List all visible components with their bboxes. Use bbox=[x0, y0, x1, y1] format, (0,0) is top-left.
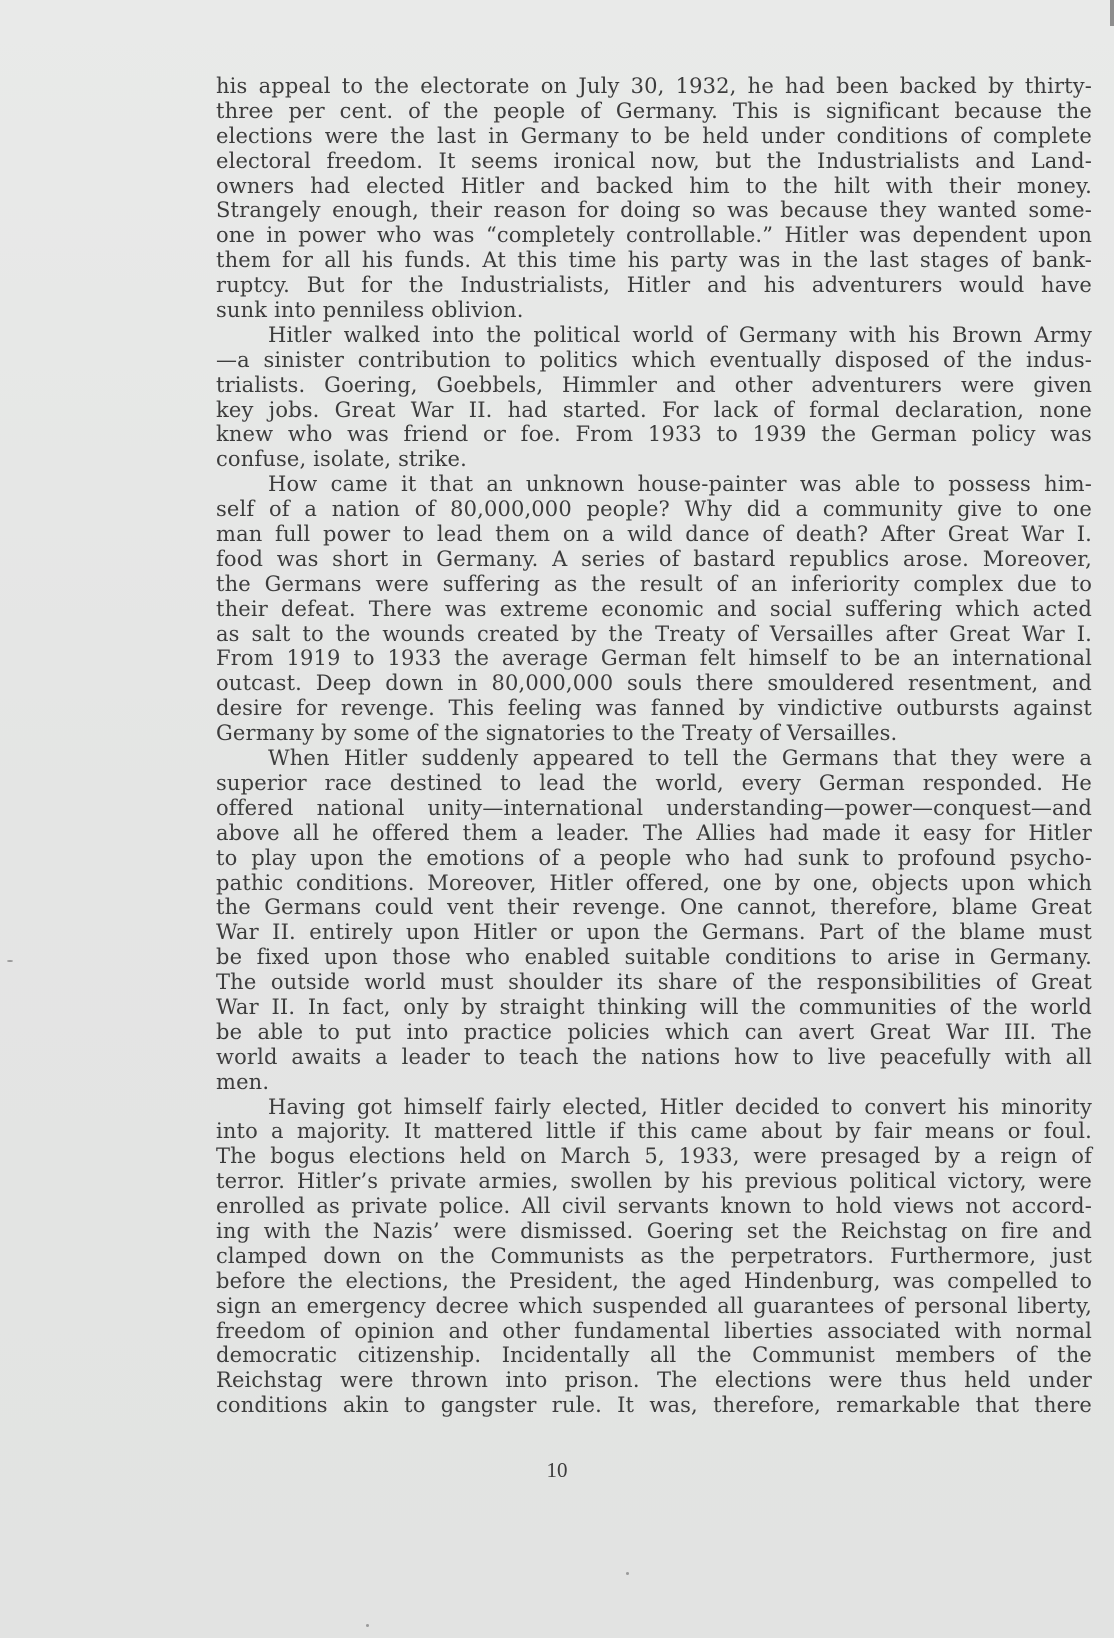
text-line: War II. In fact, only by straight thinking will the communities of the world bbox=[216, 994, 1092, 1019]
text-line: ruptcy. But for the Industrialists, Hitler and his adventurers would have bbox=[216, 273, 1092, 298]
text-line: three per cent. of the people of Germany. This is significant because the bbox=[216, 98, 1092, 123]
text-line: food was short in Germany. A series of bastard republics arose. Moreover, bbox=[216, 546, 1092, 571]
text-line: How came it that an unknown house-painter was able to possess him- bbox=[268, 472, 1092, 497]
text-line: superior race destined to lead the world, every German responded. He bbox=[216, 770, 1092, 795]
text-line: conditions akin to gangster rule. It was, therefore, remarkable that there bbox=[216, 1393, 1092, 1418]
paper-speck bbox=[366, 1624, 369, 1627]
text-line: outcast. Deep down in 80,000,000 souls there smouldered resentment, and bbox=[216, 671, 1092, 696]
text-line: the Germans were suffering as the result of an inferiority complex due to bbox=[216, 571, 1092, 596]
page-edge-mark bbox=[1110, 0, 1114, 26]
text-line: owners had elected Hitler and backed him to the hilt with their money. bbox=[216, 173, 1092, 198]
text-line: be able to put into practice policies which can avert Great War III. The bbox=[216, 1019, 1092, 1044]
text-line: freedom of opinion and other fundamental liberties associated with normal bbox=[216, 1318, 1092, 1343]
text-line: to play upon the emotions of a people who had sunk to profound psycho- bbox=[216, 845, 1092, 870]
text-line: Hitler walked into the political world of Germany with his Brown Army bbox=[268, 322, 1092, 347]
text-line: elections were the last in Germany to be held under conditions of complete bbox=[216, 123, 1092, 148]
text-line: desire for revenge. This feeling was fanned by vindictive outbursts against bbox=[216, 696, 1092, 721]
text-line: From 1919 to 1933 the average German felt himself to be an international bbox=[216, 646, 1092, 671]
text-line: them for all his funds. At this time his party was in the last stages of bank- bbox=[216, 248, 1092, 273]
text-line: —a sinister contribution to politics which eventually disposed of the indus- bbox=[216, 347, 1092, 372]
text-line: terror. Hitler’s private armies, swollen by his previous political victory, were bbox=[216, 1169, 1092, 1194]
text-line: Having got himself fairly elected, Hitler decided to convert his minority bbox=[268, 1094, 1092, 1119]
text-line: clamped down on the Communists as the perpetrators. Furthermore, just bbox=[216, 1243, 1092, 1268]
paragraph bbox=[216, 472, 1092, 746]
paper-speck bbox=[7, 960, 13, 962]
text-line: his appeal to the electorate on July 30, 1932, he had been backed by thirty- bbox=[216, 74, 1092, 98]
page-number: 10 bbox=[546, 1458, 568, 1482]
text-line: one in power who was “completely controllable.” Hitler was dependent upon bbox=[216, 223, 1092, 248]
paragraph bbox=[216, 746, 1092, 1094]
text-line: self of a nation of 80,000,000 people? Why did a community give to one bbox=[216, 497, 1092, 522]
text-line: enrolled as private police. All civil servants known to hold views not accord- bbox=[216, 1194, 1092, 1219]
text-line: confuse, isolate, strike. bbox=[216, 447, 467, 472]
paragraph bbox=[216, 1095, 1092, 1419]
text-line: man full power to lead them on a wild dance of death? After Great War I. bbox=[216, 522, 1092, 547]
text-line: as salt to the wounds created by the Treaty of Versailles after Great War I. bbox=[216, 621, 1092, 646]
text-line: the Germans could vent their revenge. One cannot, therefore, blame Great bbox=[216, 895, 1092, 920]
text-line: Strangely enough, their reason for doing so was because they wanted some- bbox=[216, 198, 1092, 223]
text-line: democratic citizenship. Incidentally all the Communist members of the bbox=[216, 1343, 1092, 1368]
paragraph bbox=[216, 74, 1092, 323]
paragraph bbox=[216, 323, 1092, 472]
text-line: The outside world must shoulder its share of the responsibilities of Great bbox=[216, 970, 1092, 995]
text-line: be fixed upon those who enabled suitable conditions to arise in Germany. bbox=[216, 945, 1092, 970]
text-line: before the elections, the President, the aged Hindenburg, was compelled to bbox=[216, 1268, 1092, 1293]
text-line: men. bbox=[216, 1069, 270, 1094]
text-line: pathic conditions. Moreover, Hitler offered, one by one, objects upon which bbox=[216, 870, 1092, 895]
text-line: trialists. Goering, Goebbels, Himmler and other adventurers were given bbox=[216, 372, 1092, 397]
text-line: their defeat. There was extreme economic and social suffering which acted bbox=[216, 596, 1092, 621]
body-text bbox=[216, 74, 1092, 1418]
paper-speck bbox=[626, 1572, 629, 1575]
text-line: electoral freedom. It seems ironical now, but the Industrialists and Land- bbox=[216, 148, 1092, 173]
text-line: key jobs. Great War II. had started. For lack of formal declaration, none bbox=[216, 397, 1092, 422]
text-line: into a majority. It mattered little if this came about by fair means or foul. bbox=[216, 1119, 1092, 1144]
text-line: War II. entirely upon Hitler or upon the Germans. Part of the blame must bbox=[216, 920, 1092, 945]
text-line: above all he offered them a leader. The Allies had made it easy for Hitler bbox=[216, 820, 1092, 845]
text-line: sunk into penniless oblivion. bbox=[216, 298, 524, 323]
text-line: ing with the Nazis’ were dismissed. Goering set the Reichstag on fire and bbox=[216, 1218, 1092, 1243]
text-line: The bogus elections held on March 5, 1933, were presaged by a reign of bbox=[216, 1144, 1092, 1169]
text-line: knew who was friend or foe. From 1933 to 1939 the German policy was bbox=[216, 422, 1092, 447]
text-line: world awaits a leader to teach the nations how to live peacefully with all bbox=[216, 1044, 1092, 1069]
text-line: Germany by some of the signatories to the Treaty of Versailles. bbox=[216, 721, 898, 746]
text-line: When Hitler suddenly appeared to tell the Germans that they were a bbox=[268, 746, 1092, 771]
text-line: offered national unity—international understanding—power—conquest—and bbox=[216, 795, 1092, 820]
text-line: Reichstag were thrown into prison. The elections were thus held under bbox=[216, 1368, 1092, 1393]
text-line: sign an emergency decree which suspended all guarantees of personal liberty, bbox=[216, 1293, 1092, 1318]
